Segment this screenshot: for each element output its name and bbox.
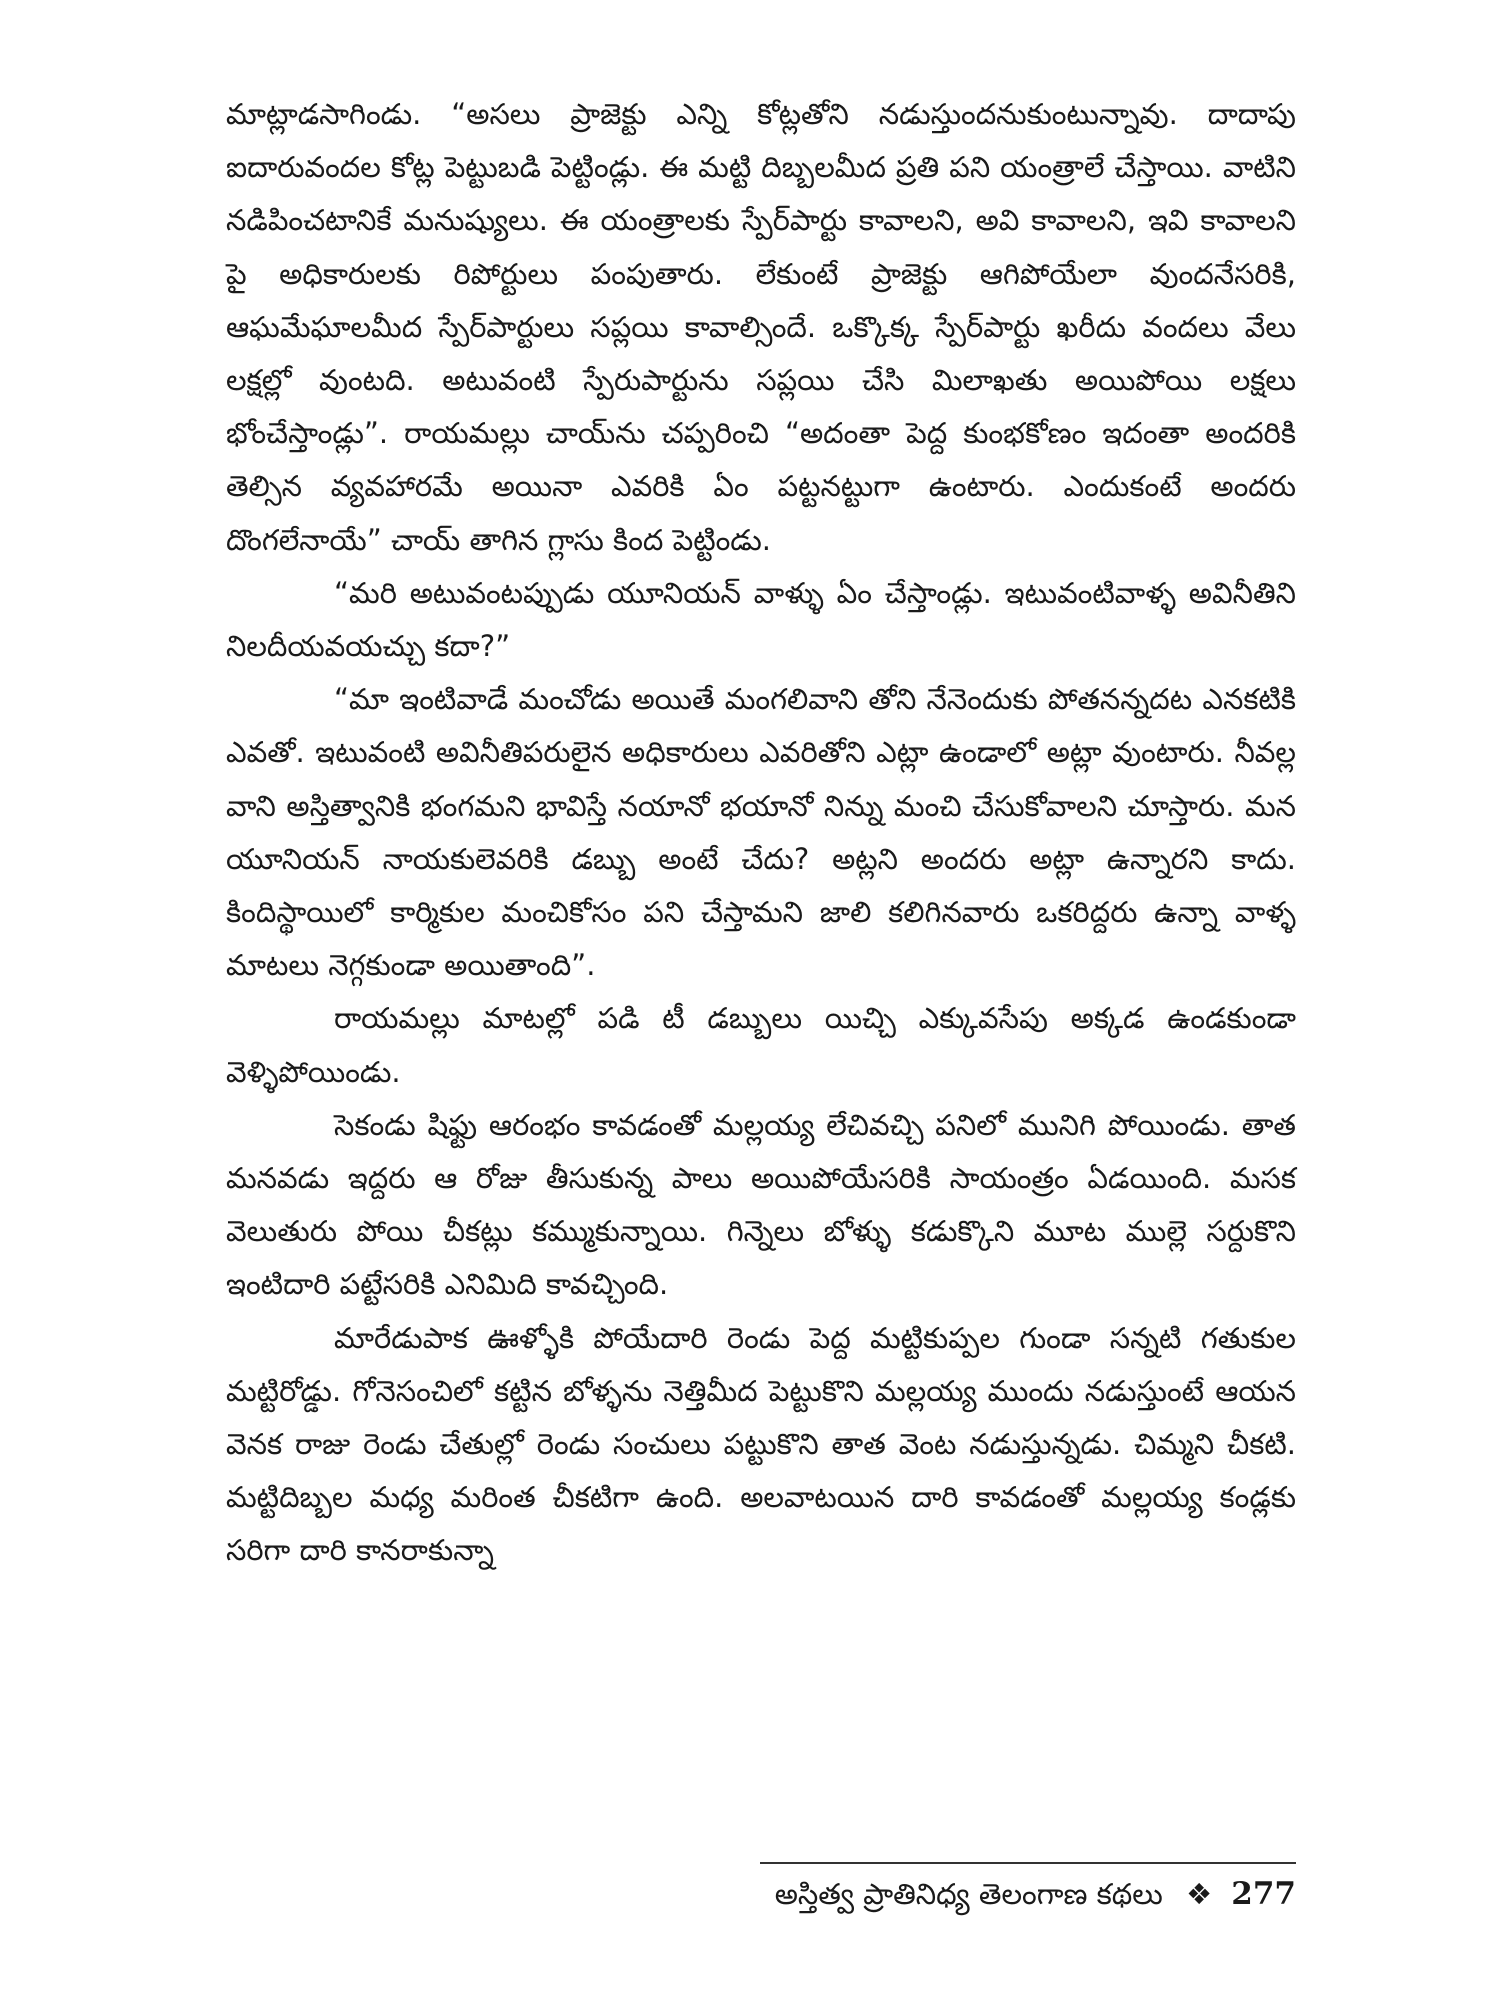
book-title: అస్తిత్వ ప్రాతినిధ్య తెలంగాణ కథలు — [774, 1877, 1163, 1911]
paragraph-5: సెకండు షిఫ్టు ఆరంభం కావడంతో మల్లయ్య లేచివచ్చి పనిలో మునిగి పోయిండు. తాత మనవడు ఇద్దరు ఆ రోజు తీసుకున్న పాలు అయిపోయేసరికి సాయంత్రం ఏడయింది. మసక వెలుతురు పోయి చీకట్లు కమ్ముకున్నాయి. గిన్నెలు బోళ్ళు కడుక్కొని మూట ముల్లె సర్దుకొని ఇంటిదారి పట్టేసరికి ఎనిమిది కావచ్చింది. — [226, 1107, 1296, 1302]
paragraph-3: “మా ఇంటివాడే మంచోడు అయితే మంగలివాని తోని నేనెందుకు పోతనన్నదట ఎనకటికి ఎవతో. ఇటువంటి అవినీతిపరులైన అధికారులు ఎవరితోని ఎట్లా ఉండాలో అట్లా వుంటారు. నీవల్ల వాని అస్తిత్వానికి భంగమని భావిస్తే నయానో భయానో నిన్ను మంచి చేసుకోవాలని చూస్తారు. మన యూనియన్ నాయకులెవరికి డబ్బు అంటే చేదు? అట్లని అందరు అట్లా ఉన్నారని కాదు. కిందిస్థాయిలో కార్మికుల మంచికోసం పని చేస్తామని జాలి కలిగినవారు ఒకరిద్దరు ఉన్నా వాళ్ళ మాటలు నెగ్గకుండా అయితాంది”. — [226, 682, 1296, 983]
paragraph-6: మారేడుపాక ఊళ్ళోకి పోయేదారి రెండు పెద్ద మట్టికుప్పల గుండా సన్నటి గతుకుల మట్టిరోడ్డు. గోనెసంచిలో కట్టిన బోళ్ళను నెత్తిమీద పెట్టుకొని మల్లయ్య ముందు నడుస్తుంటే ఆయన వెనక రాజు రెండు చేతుల్లో రెండు సంచులు పట్టుకొని తాత వెంట నడుస్తున్నడు. చిమ్మని చీకటి. మట్టిదిబ్బల మధ్య మరింత చీకటిగా ఉంది. అలవాటయిన దారి కావడంతో మల్లయ్య కండ్లకు సరిగా దారి కానరాకున్నా — [226, 1320, 1296, 1568]
ornament-icon: ❖ — [1186, 1877, 1213, 1911]
paragraph-2: “మరి అటువంటప్పుడు యూనియన్ వాళ్ళు ఏం చేస్తాండ్లు. ఇటువంటివాళ్ళ అవినీతిని నిలదీయవయచ్చు కదా?” — [226, 575, 1296, 664]
page-body — [226, 88, 1296, 1578]
story-text — [226, 88, 1296, 1578]
paragraph-1: మాట్లాడసాగిండు. “అసలు ప్రాజెక్టు ఎన్ని కోట్లతోని నడుస్తుందనుకుంటున్నావు. దాదాపు ఐదారువందల కోట్ల పెట్టుబడి పెట్టిండ్లు. ఈ మట్టి దిబ్బలమీద ప్రతి పని యంత్రాలే చేస్తాయి. వాటిని నడిపించటానికే మనుష్యులు. ఈ యంత్రాలకు స్పేర్‌పార్టు కావాలని, అవి కావాలని, ఇవి కావాలని పై అధికారులకు రిపోర్టులు పంపుతారు. లేకుంటే ప్రాజెక్టు ఆగిపోయేలా వుందనేసరికి, ఆఘమేఘాలమీద స్పేర్‌పార్టులు సప్లయి కావాల్సిందే. ఒక్కొక్క స్పేర్‌పార్టు ఖరీదు వందలు వేలు లక్షల్లో వుంటది. అటువంటి స్పేరుపార్టును సప్లయి చేసి మిలాఖతు అయిపోయి లక్షలు భోంచేస్తాండ్లు”. రాయమల్లు చాయ్‌ను చప్పరించి “అదంతా పెద్ద కుంభకోణం ఇదంతా అందరికి తెల్సిన వ్యవహారమే అయినా ఎవరికి ఏం పట్టనట్టుగా ఉంటారు. ఎందుకంటే అందరు దొంగలేనాయే” చాయ్ తాగిన గ్లాసు కింద పెట్టిండు. — [226, 97, 1296, 557]
page-footer — [775, 1874, 1296, 1914]
page-number: 277 — [1231, 1876, 1296, 1912]
paragraph-4: రాయమల్లు మాటల్లో పడి టీ డబ్బులు యిచ్చి ఎక్కువసేపు అక్కడ ఉండకుండా వెళ్ళిపోయిండు. — [226, 1001, 1296, 1089]
footer-divider — [760, 1862, 1296, 1864]
